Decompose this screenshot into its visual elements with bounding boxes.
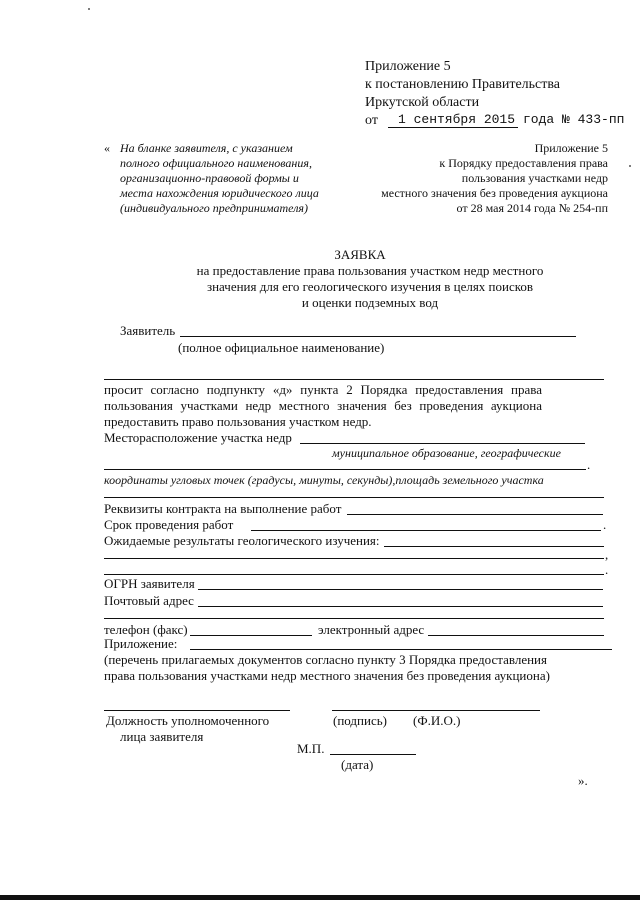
region-line: Иркутской области — [365, 95, 480, 110]
deadline-label: Срок проведения работ — [104, 517, 234, 532]
letterhead-line: места нахождения юридического лица — [120, 186, 319, 200]
scan-speck — [88, 8, 90, 10]
open-quote: « — [104, 141, 110, 155]
applicant-field[interactable] — [180, 336, 576, 337]
document-title: ЗАЯВКА — [334, 247, 386, 262]
results-field[interactable] — [384, 546, 604, 547]
date-value: 1 сентября 2015 — [398, 112, 516, 127]
closing-quote: ». — [578, 773, 588, 788]
request-line: пользования участками недр местного значения без проведения аукциона — [104, 398, 542, 413]
location-field[interactable] — [300, 443, 585, 444]
ogrn-label: ОГРН заявителя — [104, 576, 195, 591]
attachment-label: Приложение: — [104, 636, 178, 651]
name-field[interactable] — [412, 710, 540, 711]
procedure-line: от 28 мая 2014 года № 254-пп — [456, 201, 608, 215]
name-hint: (Ф.И.О.) — [413, 713, 461, 728]
procedure-line: к Порядку предоставления права — [439, 156, 608, 170]
location-area-line[interactable] — [104, 497, 604, 498]
document-subtitle-line: на предоставление права пользования участком недр местного — [196, 263, 544, 278]
results-line-2[interactable] — [104, 558, 604, 559]
results-line-3[interactable] — [104, 574, 604, 575]
attachment-hint-line: права пользования участками недр местного значения без проведения аукциона) — [104, 668, 550, 683]
letterhead-line: полного официального наименования, — [120, 156, 312, 170]
attachment-field[interactable] — [190, 649, 612, 650]
location-extra-line[interactable] — [104, 469, 586, 470]
request-line: просит согласно подпункту «д» пункта 2 Порядка предоставления права — [104, 382, 542, 397]
applicant-extra-line[interactable] — [104, 379, 604, 380]
procedure-line: пользования участками недр — [461, 171, 608, 185]
date-hint: (дата) — [341, 757, 374, 772]
postal-line-2[interactable] — [104, 618, 604, 619]
email-label: электронный адрес — [318, 622, 425, 637]
phone-label: телефон (факс) — [104, 622, 188, 637]
letterhead-line: (индивидуального предпринимателя) — [120, 201, 309, 215]
location-hint: муниципальное образование, географические — [332, 446, 561, 460]
document-subtitle-line: и оценки подземных вод — [301, 295, 439, 310]
date-underline — [388, 127, 518, 128]
letterhead-line: На бланке заявителя, с указанием — [120, 141, 293, 155]
procedure-line: Приложение 5 — [534, 141, 608, 155]
procedure-line: местного значения без проведения аукциона — [381, 186, 608, 200]
document-subtitle-line: значения для его геологического изучения в целях поисков — [206, 279, 534, 294]
stamp-label: М.П. — [297, 741, 325, 756]
contract-field[interactable] — [347, 514, 603, 515]
request-line: предоставить право пользования участком недр. — [104, 414, 372, 429]
scan-speck — [629, 165, 631, 167]
location-label: Месторасположение участка недр — [104, 430, 292, 445]
date-field[interactable] — [330, 754, 416, 755]
date-suffix: года № 433-пп — [523, 112, 625, 127]
results-label: Ожидаемые результаты геологического изучения: — [104, 533, 380, 548]
applicant-hint: (полное официальное наименование) — [178, 340, 385, 355]
date-prefix: от — [365, 113, 378, 128]
appendix-number: Приложение 5 — [365, 59, 451, 74]
deadline-dot: . — [603, 517, 607, 532]
phone-field[interactable] — [190, 635, 312, 636]
ogrn-field[interactable] — [198, 589, 603, 590]
postal-field[interactable] — [198, 606, 603, 607]
signature-hint: (подпись) — [333, 713, 387, 728]
applicant-label: Заявитель — [120, 323, 176, 338]
results-comma: , — [605, 547, 609, 562]
contract-label: Реквизиты контракта на выполнение работ — [104, 501, 342, 516]
position-label: Должность уполномоченного — [106, 713, 270, 728]
position-label-continued: лица заявителя — [120, 729, 204, 744]
resolution-line: к постановлению Правительства — [365, 77, 561, 92]
location-dot: . — [587, 457, 591, 472]
results-dot: . — [605, 562, 609, 577]
email-field[interactable] — [428, 635, 604, 636]
letterhead-line: организационно-правовой формы и — [120, 171, 299, 185]
signature-field[interactable] — [332, 710, 412, 711]
attachment-hint-line: (перечень прилагаемых документов согласно пункту 3 Порядка предоставления — [104, 652, 547, 667]
location-hint-coordinates: координаты угловых точек (градусы, минуты, секунды),площадь земельного участка — [104, 473, 544, 487]
deadline-field[interactable] — [251, 530, 601, 531]
scan-bottom-edge — [0, 895, 640, 900]
position-field[interactable] — [104, 710, 290, 711]
postal-label: Почтовый адрес — [104, 593, 194, 608]
